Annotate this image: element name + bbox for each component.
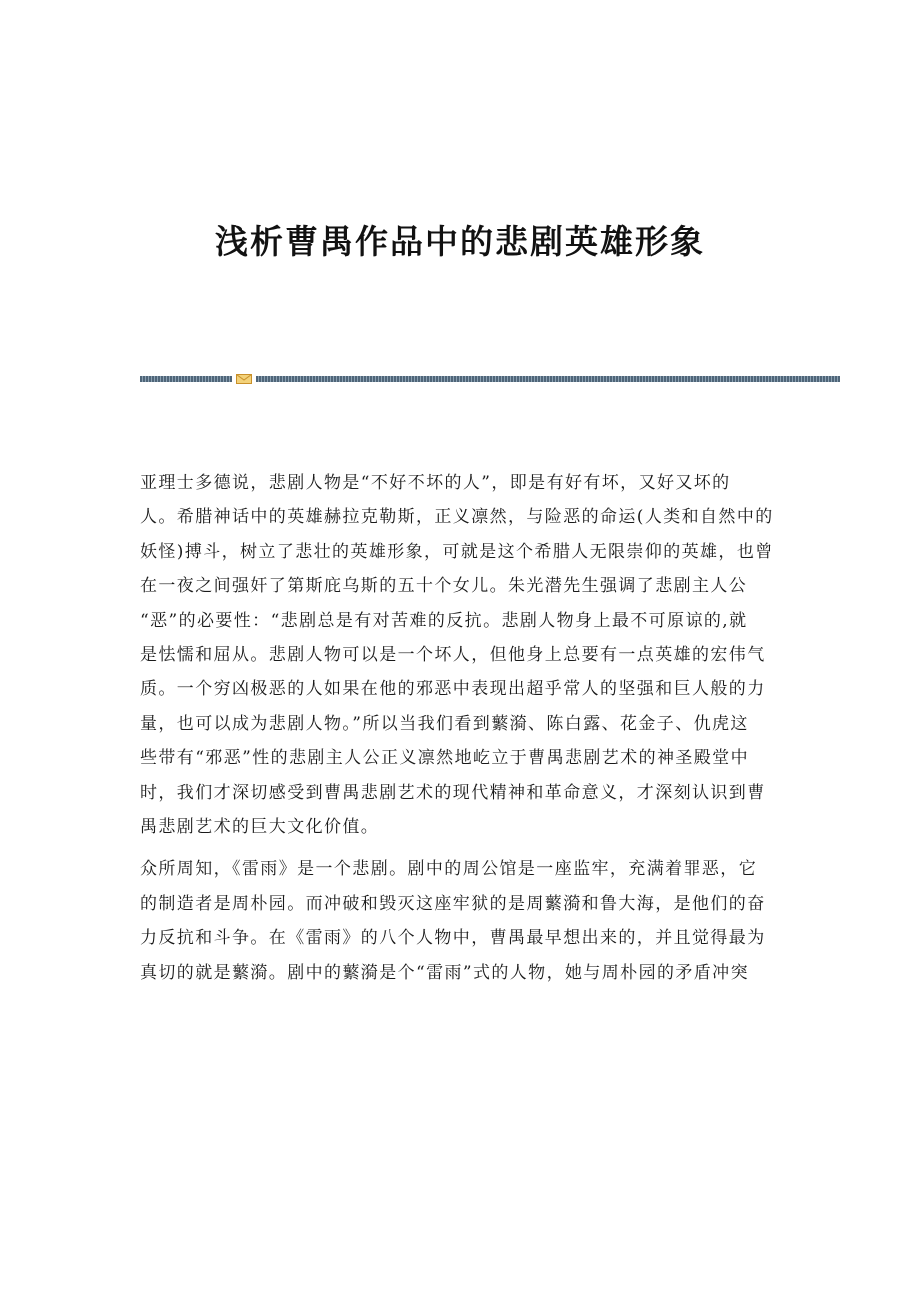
document-body — [140, 466, 785, 998]
text-line: “恶”的必要性：“悲剧总是有对苦难的反抗。悲剧人物身上最不可原谅的,就 — [140, 610, 748, 631]
divider-bar-right — [256, 376, 840, 382]
text-line: 亚理士多德说，悲剧人物是“不好不坏的人”，即是有好有坏，又好又坏的 — [140, 473, 731, 493]
text-line: 禺悲剧艺术的巨大文化价值。 — [140, 817, 380, 838]
text-line: 时，我们才深切感受到曹禺悲剧艺术的现代精神和革命意义，才深刻认识到曹 — [140, 782, 766, 803]
divider-bar-left — [140, 376, 232, 382]
text-line: 在一夜之间强奸了第斯庇乌斯的五十个女儿。朱光潜先生强调了悲剧主人公 — [140, 576, 748, 597]
text-line: 的制造者是周朴园。而冲破和毁灭这座牢狱的是周蘩漪和鲁大海，是他们的奋 — [140, 893, 766, 914]
document-title: 浅析曹禺作品中的悲剧英雄形象 — [215, 222, 705, 261]
text-line: 众所周知，《雷雨》是一个悲剧。剧中的周公馆是一座监牢，充满着罪恶，它 — [140, 859, 758, 880]
paragraph-2 — [140, 852, 785, 990]
text-line: 质。一个穷凶极恶的人如果在他的邪恶中表现出超乎常人的坚强和巨人般的力 — [140, 679, 766, 700]
text-line: 些带有“邪恶”性的悲剧主人公正义凛然地屹立于曹禺悲剧艺术的神圣殿堂中 — [140, 748, 749, 769]
text-line: 是怯懦和屈从。悲剧人物可以是一个坏人，但他身上总要有一点英雄的宏伟气 — [140, 645, 766, 666]
text-line: 妖怪)搏斗，树立了悲壮的英雄形象，可就是这个希腊人无限崇仰的英雄，也曾 — [140, 541, 774, 562]
text-line: 量，也可以成为悲剧人物。”所以当我们看到蘩漪、陈白露、花金子、仇虎这 — [140, 713, 749, 734]
title-divider — [140, 374, 840, 384]
text-line: 力反抗和斗争。在《雷雨》的八个人物中，曹禺最早想出来的，并且觉得最为 — [140, 928, 766, 949]
paragraph-1 — [140, 466, 785, 844]
envelope-icon — [236, 374, 252, 384]
text-line: 人。希腊神话中的英雄赫拉克勒斯，正义凛然，与险恶的命运(人类和自然中的 — [140, 507, 774, 528]
text-line: 真切的就是蘩漪。剧中的蘩漪是个“雷雨”式的人物，她与周朴园的矛盾冲突 — [140, 962, 749, 983]
